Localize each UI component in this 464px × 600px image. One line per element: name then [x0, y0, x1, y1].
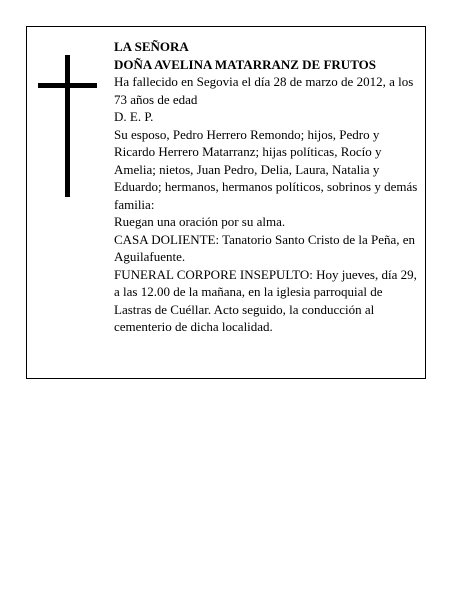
funeral-details: FUNERAL CORPORE INSEPULTO: Hoy jueves, día 29, a las 12.00 de la mañana, en la iglesia parroquial de Lastras de Cuéllar. Acto seguido, la conducción al cementerio de dicha localidad. — [114, 266, 417, 334]
obituary-title: LA SEÑORA — [114, 39, 189, 54]
rip-text: D. E. P. — [114, 109, 154, 124]
obituary-text — [114, 38, 420, 336]
cross-icon-bar — [38, 83, 97, 88]
deceased-name: DOÑA AVELINA MATARRANZ DE FRUTOS — [114, 56, 376, 72]
wake-location: CASA DOLIENTE: Tanatorio Santo Cristo de la Peña, en Aguilafuente. — [114, 231, 416, 264]
death-notice: Ha fallecido en Segovia el día 28 de marzo de 2012, a los 73 años de edad — [114, 74, 414, 107]
prayer-request: Ruegan una oración por su alma. — [114, 214, 286, 229]
cross-icon — [65, 55, 70, 197]
family-list: Su esposo, Pedro Herrero Remondo; hijos, Pedro y Ricardo Herrero Matarranz; hijas políticas, Rocío y Amelia; nietos, Juan Pedro, Delia, Laura, Natalia y Eduardo; hermanos, hermanos políticos, sobrinos y demás familia: — [114, 126, 418, 212]
